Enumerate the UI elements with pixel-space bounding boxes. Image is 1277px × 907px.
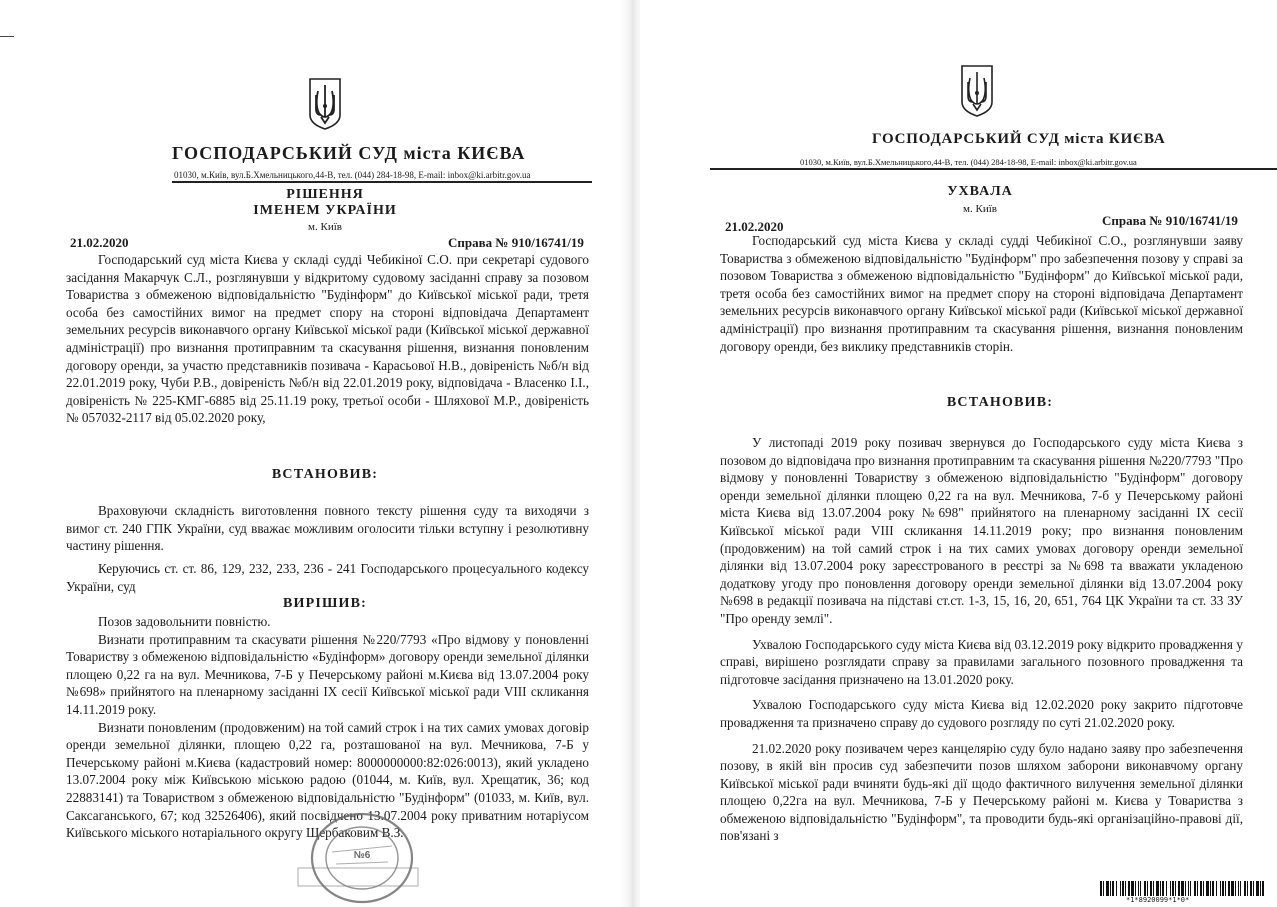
ruling-paragraph: Ухвалою Господарського суду міста Києва від 03.12.2019 року відкрито провадження у справі, вирішено розглядати справу за правилами загального позовного провадження та підготовче засідання призначено на 13.01.2020 року. xyxy=(720,636,1243,687)
city: м. Київ xyxy=(963,203,997,215)
barcode-bar xyxy=(1225,881,1226,896)
barcode-bar xyxy=(1210,881,1211,896)
header-rule xyxy=(172,181,592,183)
document-subtitle: ІМЕНЕМ УКРАЇНИ xyxy=(253,203,397,218)
header-rule xyxy=(710,168,1277,170)
barcode-bar xyxy=(1103,881,1104,896)
barcode-bar xyxy=(1112,881,1114,896)
barcode-bar xyxy=(1240,881,1241,896)
barcode-bar xyxy=(1247,881,1248,896)
scan-mark xyxy=(0,36,14,37)
case-number: Справа № 910/16741/19 xyxy=(1102,213,1238,228)
trident-emblem-icon xyxy=(307,77,343,131)
city: м. Київ xyxy=(308,221,342,233)
barcode-bar xyxy=(1178,881,1180,896)
guided-paragraph: Керуючись ст. ст. 86, 129, 232, 233, 236 - 241 Господарського процесуального кодексу України, суд xyxy=(66,561,589,594)
barcode-bar xyxy=(1262,881,1264,896)
barcode-bar xyxy=(1170,881,1171,896)
barcode-bar xyxy=(1228,881,1230,896)
barcode-bar xyxy=(1190,881,1191,896)
barcode-bar xyxy=(1106,881,1109,896)
ruling-paragraph: У листопаді 2019 року позивач звернувся до Господарського суду міста Києва з позовом до відповідача про визнання протиправним та скасування рішення №220/7793 "Про відмову у поновленні Товариству з обмеженою відповідальністю "Будінформ" договору оренди земельної ділянки площею 0,22 га на вул. Мечникова, 7-б у Печерському районі міста Києва від 13.07.2004 року №698" прийнятого на пленарному засіданні IX сесії Київської міської ради VIII скликання 14.11.2019 року; про визнання поновленим (продовженим) на той самий строк і на тих самих умовах договору оренди земельної ділянки від 13.07.2004 року зареєстрованого в реєстрі за №698 та вважати укладеною додаткову угоду про поновлення договору оренди земельної ділянки від 13.07.2004 року №698 в редакції позивача на підставі ст.ст. 1-3, 15, 16, 20, 651, 764 ЦК України та ст. 33 ЗУ "Про оренду землі". xyxy=(720,435,1243,626)
barcode-bar xyxy=(1235,881,1236,896)
barcode-bar xyxy=(1162,881,1164,896)
established-paragraphs xyxy=(720,434,1243,845)
barcode-bar xyxy=(1166,881,1167,896)
decided-item: Визнати поновленим (продовженим) на той самий строк і на тих самих умовах договір оренди земельної ділянки, площею 0,22 га, розташованої на вул. Мечникова, 7-Б у Печерському районі м.Києва (кадастровий номер: 8000000000:82:026:0013), який укладено 13.07.2004 року між Київською міською радою (01044, м. Київ, вул. Хрещатик, 36; код 22883141) та Товариством з обмеженою відповідальністю "Будінформ" (01033, м. Київ, вул. Саксаганського, 67; код 32526406), який посвідчено 13.07.2004 року приватним нотаріусом Київського міського нотаріального округу Щербаковим В.З. xyxy=(66,719,589,841)
office-stamp-icon xyxy=(292,806,424,906)
court-address: 01030, м.Київ, вул.Б.Хмельницького,44-В, тел. (044) 284-18-98, E-mail: inbox@ki.arbitr.gov.ua xyxy=(174,170,531,180)
intro-paragraph: Господарський суд міста Києва у складі судді Чебикіної С.О., розглянувши заяву Товариства з обмеженою відповідальністю "Будінформ" про забезпечення позову у справі за позовом Товариства з обмеженою відповідальністю "Будінформ" до Київської міської ради, третя особа без самостійних вимог на предмет спору на стороні відповідача Департамент земельних ресурсів виконавчого органу Київської міської ради (Київської міської державної адміністрації) про визнання протиправним та скасування рішення, визнання поновленим договору оренди, без виклику представників сторін. xyxy=(720,233,1243,354)
heading-decided: ВИРІШИВ: xyxy=(282,596,368,611)
barcode-bar xyxy=(1116,881,1117,896)
barcode-bar xyxy=(1153,881,1154,896)
barcode-bar xyxy=(1197,881,1198,896)
barcode-bar xyxy=(1188,881,1189,896)
barcode-bar xyxy=(1222,881,1224,896)
decision-date: 21.02.2020 xyxy=(70,235,129,250)
barcode-bar xyxy=(1147,881,1148,896)
barcode-bar xyxy=(1135,881,1136,896)
barcode-bar xyxy=(1156,881,1159,896)
barcode-bar xyxy=(1244,881,1246,896)
barcode-bar xyxy=(1160,881,1161,896)
barcode-bar xyxy=(1220,881,1221,896)
ruling-date: 21.02.2020 xyxy=(725,219,784,234)
barcode-bar xyxy=(1216,881,1217,896)
barcode-bar xyxy=(1231,881,1234,896)
ruling-paragraph: Ухвалою Господарського суду міста Києва від 12.02.2020 року закрито підготовче провадження та призначено справу до судового розгляду по суті 21.02.2020 року. xyxy=(720,697,1243,730)
document-title: РІШЕННЯ xyxy=(286,187,364,202)
svg-text:№6: №6 xyxy=(353,850,371,861)
barcode-bar xyxy=(1185,881,1186,896)
barcode-bar xyxy=(1253,881,1254,896)
barcode-bar xyxy=(1128,881,1130,896)
established-paragraph: Враховуючи складність виготовлення повного тексту рішення суду та виходячи з вимог ст. 240 ГПК України, суд вважає можливим оголосити тільки вступну і резолютивну частину рішення. xyxy=(66,503,589,554)
barcode-number: *1*8920099*1*0* xyxy=(1126,896,1190,904)
barcode-bar xyxy=(1200,881,1202,896)
barcode-bar xyxy=(1212,881,1214,896)
decided-item: Визнати протиправним та скасувати рішення №220/7793 «Про відмову у поновленні Товариству з обмеженою відповідальністю «Будінформ» договору оренди земельної ділянки площею 0,22 га на вул. Мечникова, 7-Б у Печерському районі м.Києва від 13.07.2004 року №698» прийнятого на пленарному засіданні IX сесії Київської міської ради VIII скликання 14.11.2019 року. xyxy=(66,631,589,717)
barcode-icon xyxy=(1100,881,1266,896)
barcode-bar xyxy=(1125,881,1126,896)
barcode-bar xyxy=(1100,881,1102,896)
heading-established: ВСТАНОВИВ: xyxy=(271,467,379,482)
barcode-bar xyxy=(1131,881,1134,896)
barcode-bar xyxy=(1181,881,1184,896)
heading-established: ВСТАНОВИВ: xyxy=(946,395,1054,410)
case-number: Справа № 910/16741/19 xyxy=(448,235,584,250)
barcode-bar xyxy=(1138,881,1139,896)
barcode-bar xyxy=(1144,881,1146,896)
ruling-paragraph: 21.02.2020 року позивачем через канцелярію суду було надано заяву про забезпечення позову, в якій він просив суд забезпечити позов шляхом заборони виконавчому органу Київської міської ради вчиняти будь-які дії щодо фактичного вилучення земельної ділянки площею 0,22га на вул. Мечникова, 7-Б у Печерському районі м. Києва у Товариства з обмеженою відповідальністю "Будінформ", та проводити будь-які організаційно-правові дії, пов'язані з xyxy=(720,740,1243,844)
barcode-bar xyxy=(1140,881,1141,896)
barcode-bar xyxy=(1120,881,1121,896)
barcode-bar xyxy=(1194,881,1196,896)
document-title: УХВАЛА xyxy=(947,184,1013,199)
barcode-bar xyxy=(1175,881,1176,896)
barcode-bar xyxy=(1172,881,1174,896)
barcode-bar xyxy=(1203,881,1204,896)
right-page-ruling xyxy=(640,0,1277,907)
court-address: 01030, м.Київ, вул.Б.Хмельницького,44-В, тел. (044) 284-18-98, E-mail: inbox@ki.arbitr.gov.ua xyxy=(800,157,1137,167)
court-name: ГОСПОДАРСЬКИЙ СУД міста КИЄВА xyxy=(872,131,1166,147)
barcode-bar xyxy=(1260,881,1261,896)
trident-emblem-icon xyxy=(959,64,995,118)
barcode-bar xyxy=(1122,881,1124,896)
barcode-bar xyxy=(1250,881,1252,896)
barcode-bar xyxy=(1206,881,1209,896)
barcode-bar xyxy=(1110,881,1111,896)
barcode-bar xyxy=(1256,881,1259,896)
barcode-bar xyxy=(1150,881,1152,896)
court-name: ГОСПОДАРСЬКИЙ СУД міста КИЄВА xyxy=(172,143,526,163)
decided-item: Позов задовольнити повністю. xyxy=(98,614,271,629)
intro-paragraph: Господарський суд міста Києва у складі судді Чебикіної С.О. при секретарі судового засідання Макарчук С.Л., розглянувши у відкритому судовому засіданні справу за позовом Товариства з обмеженою відповідальністю "Будінформ" до Київської міської ради, третя особа без самостійних вимог на предмет спору на стороні відповідача Департамент земельних ресурсів виконавчого органу Київської міської ради (Київської міської державної адміністрації) про визнання протиправним та скасування рішення, визнання поновленим договору оренди, за участю представників позивача - Карасьової Н.В., довіреність №б/н від 22.01.2019 року, Чуби Р.В., довіреність №б/н від 22.01.2019 року, відповідача - Власенко І.І., довіреність № 225-КМГ-6885 від 25.11.19 року, третьої особи - Шляхової М.Р., довіреність № 057032-2117 від 05.02.2020 року, xyxy=(66,252,589,426)
barcode-bar xyxy=(1238,881,1239,896)
